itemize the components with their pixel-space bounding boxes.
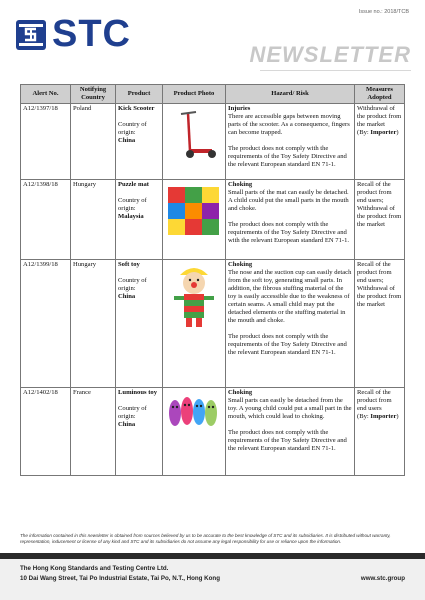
footer-bar bbox=[0, 553, 425, 559]
column-header-hazard-risk: Hazard/ Risk bbox=[226, 85, 355, 104]
newsletter-title: NEWSLETTER bbox=[249, 42, 411, 67]
website-link[interactable]: www.stc.group bbox=[360, 575, 405, 582]
page-footer bbox=[0, 553, 425, 600]
kick-scooter-photo bbox=[166, 107, 222, 163]
stc-logo-icon bbox=[16, 20, 46, 50]
origin-label: Country of origin: bbox=[118, 121, 147, 136]
product-name: Luminous toy bbox=[118, 389, 158, 396]
notifying-country: Hungary bbox=[71, 260, 116, 388]
notifying-country: Hungary bbox=[71, 180, 116, 260]
hazard-description: Small parts can easily be detached from the toy. A young child could put a small part in the mouth, which could lead to choking. bbox=[228, 397, 352, 420]
hazard-cell bbox=[226, 260, 355, 388]
hazard-compliance: The product does not comply with the requirements of the Toy Safety Directive and the relevant European standard EN 71-1. bbox=[228, 429, 347, 452]
table-row bbox=[21, 260, 405, 388]
product-photo-cell bbox=[163, 180, 226, 260]
product-cell bbox=[116, 104, 163, 180]
alerts-table bbox=[20, 84, 405, 476]
product-cell bbox=[116, 388, 163, 476]
hazard-compliance: The product does not comply with the requirements of the Toy Safety Directive and the relevant European standard EN 71-1. bbox=[228, 333, 347, 356]
hazard-compliance: The product does not comply with the requirements of the Toy Safety Directive and the relevant European standard EN 71-1. bbox=[228, 145, 347, 168]
hazard-title: Choking bbox=[228, 181, 253, 188]
product-photo-cell bbox=[163, 104, 226, 180]
column-header-product-photo: Product Photo bbox=[163, 85, 226, 104]
origin-label: Country of origin: bbox=[118, 277, 147, 292]
column-header-alert-no: Alert No. bbox=[21, 85, 71, 104]
hazard-cell bbox=[226, 104, 355, 180]
measures-cell bbox=[355, 180, 405, 260]
measures-text: Withdrawal of the product from the market bbox=[357, 105, 402, 128]
product-name: Soft toy bbox=[118, 261, 140, 268]
measures-cell bbox=[355, 260, 405, 388]
soft-toy-photo bbox=[166, 263, 222, 329]
alert-number: A12/1402/18 bbox=[21, 388, 71, 476]
logo-text: STC bbox=[52, 13, 131, 55]
luminous-toy-photo bbox=[166, 391, 222, 431]
hazard-cell bbox=[226, 388, 355, 476]
product-photo-cell bbox=[163, 260, 226, 388]
origin-label: Country of origin: bbox=[118, 197, 147, 212]
measures-by: (By: Importer) bbox=[357, 413, 399, 420]
product-photo-cell bbox=[163, 388, 226, 476]
table-row bbox=[21, 388, 405, 476]
puzzle-mat-photo bbox=[166, 183, 222, 239]
measures-text: Recall of the product from end users; Withdrawal of the product from the market bbox=[357, 181, 402, 228]
product-name: Kick Scooter bbox=[118, 105, 155, 112]
table-header-row bbox=[21, 85, 405, 104]
notifying-country: France bbox=[71, 388, 116, 476]
hazard-title: Injuries bbox=[228, 105, 251, 112]
origin-country: China bbox=[118, 293, 136, 300]
hazard-title: Choking bbox=[228, 261, 253, 268]
alert-number: A12/1399/18 bbox=[21, 260, 71, 388]
product-cell bbox=[116, 260, 163, 388]
measures-cell bbox=[355, 388, 405, 476]
hazard-cell bbox=[226, 180, 355, 260]
table-row bbox=[21, 180, 405, 260]
alert-number: A12/1398/18 bbox=[21, 180, 71, 260]
origin-country: Malaysia bbox=[118, 213, 144, 220]
measures-cell bbox=[355, 104, 405, 180]
hazard-description: The nose and the suction cup can easily detach from the soft toy, generating small parts. In addition, the fibrous stuffing material of the toy is easily accessible due to the weakness of certain seams. A small child may put the detached elements or the stuffing material in the mouth and choke. bbox=[228, 269, 352, 324]
company-name: The Hong Kong Standards and Testing Centre Ltd. bbox=[20, 565, 169, 572]
hazard-description: There are accessible gaps between moving parts of the scooter. As a consequence, fingers can become trapped. bbox=[228, 113, 350, 136]
column-header-product: Product bbox=[116, 85, 163, 104]
company-address: 10 Dai Wang Street, Tai Po Industrial Estate, Tai Po, N.T., Hong Kong bbox=[20, 575, 220, 582]
header-divider bbox=[260, 70, 411, 71]
hazard-compliance: The product does not comply with the requirements of the Toy Safety Directive and with the relevant European standard EN 71-1. bbox=[228, 221, 350, 244]
table-row bbox=[21, 104, 405, 180]
column-header-notifying-country: Notifying Country bbox=[71, 85, 116, 104]
issue-number: Issue no.: 2018/TCB bbox=[358, 9, 409, 15]
disclaimer: The information contained in this newsletter is obtained from sources believed by us to be accurate to the best knowledge of STC and its subsidiaries. It is distributed without warranty, representation, inducement or license of any kind and STC and its subsidiaries do not assume any legal responsibility for use or reliance upon the information. bbox=[20, 533, 391, 544]
hazard-title: Choking bbox=[228, 389, 253, 396]
page-header bbox=[0, 0, 425, 86]
origin-country: China bbox=[118, 137, 136, 144]
measures-by: (By: Importer) bbox=[357, 129, 399, 136]
notifying-country: Poland bbox=[71, 104, 116, 180]
column-header-measures-adopted: Measures Adopted bbox=[355, 85, 405, 104]
measures-text: Recall of the product from end users; Withdrawal of the product from the market bbox=[357, 261, 402, 308]
origin-label: Country of origin: bbox=[118, 405, 147, 420]
origin-country: China bbox=[118, 421, 136, 428]
alert-number: A12/1397/18 bbox=[21, 104, 71, 180]
hazard-description: Small parts of the mat can easily be detached. A child could put the small parts in the mouth and choke. bbox=[228, 189, 349, 212]
measures-text: Recall of the product from end users bbox=[357, 389, 392, 412]
product-cell bbox=[116, 180, 163, 260]
product-name: Puzzle mat bbox=[118, 181, 149, 188]
